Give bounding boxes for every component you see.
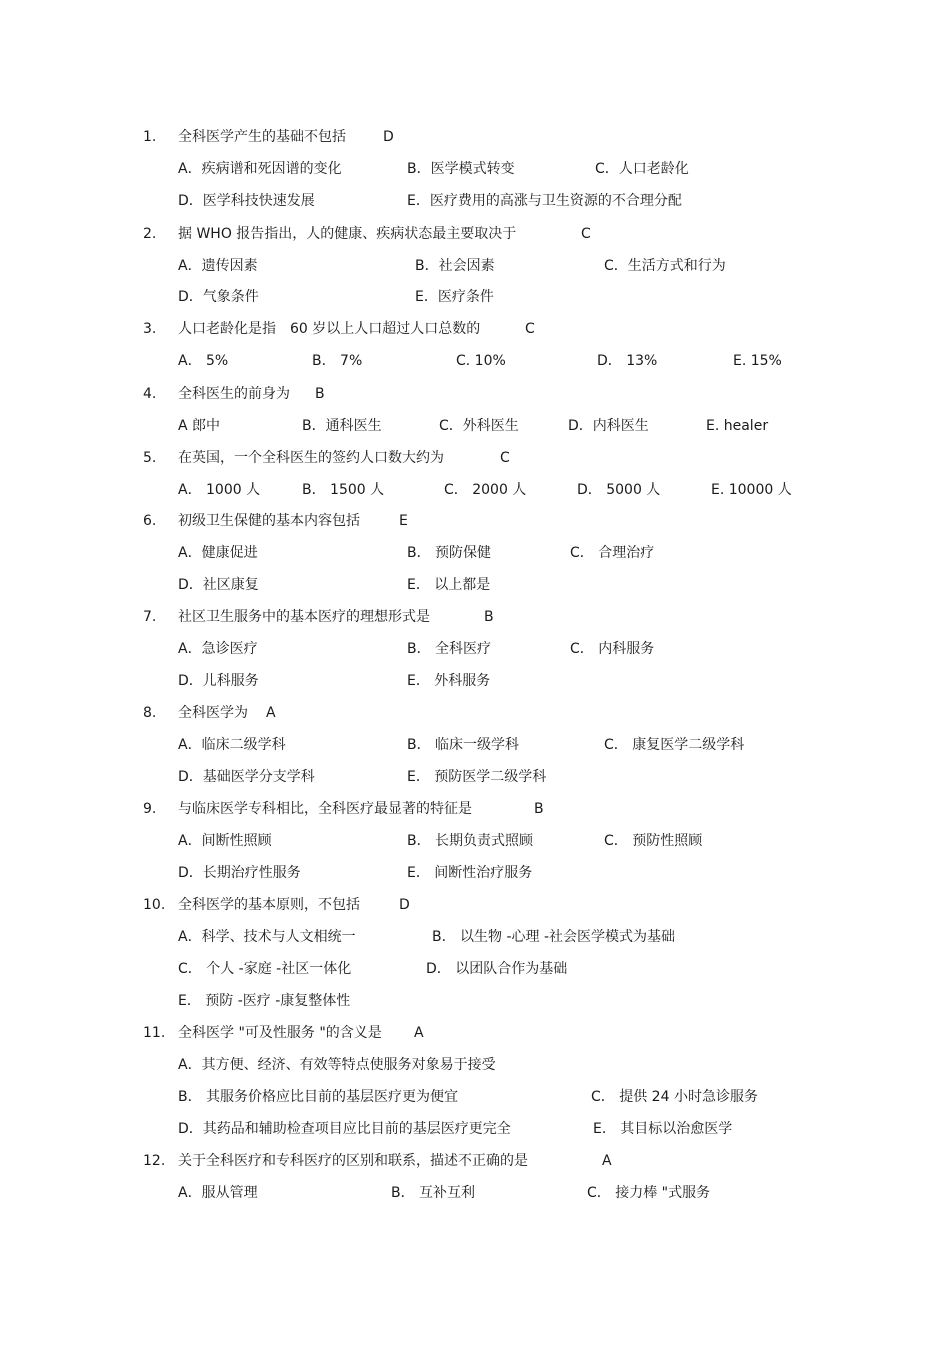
answer-key: B (315, 386, 325, 402)
answer-key: A (602, 1153, 612, 1169)
answer-key: B (484, 609, 494, 625)
answer-key: A (266, 705, 276, 721)
option-a: A．遗传因素 (178, 258, 258, 274)
answer-key: A (414, 1025, 424, 1041)
answer-key: C (500, 450, 510, 466)
option-e: E. 15% (733, 353, 782, 369)
option-a: A．其方便、经济、有效等特点使服务对象易于接受 (178, 1057, 496, 1073)
question-text: 初级卫生保健的基本内容包括 (178, 513, 360, 529)
question-number: 11. (143, 1025, 166, 1041)
option-b: B． 长期负责式照顾 (407, 833, 534, 849)
option-d: D．医学科技快速发展 (178, 193, 315, 209)
option-b: B． 互补互利 (391, 1185, 476, 1201)
option-c: C． 2000 人 (444, 482, 527, 498)
option-a: A．急诊医疗 (178, 641, 258, 657)
question-number: 3. (143, 321, 157, 337)
answer-key: C (581, 226, 591, 242)
option-a: A．临床二级学科 (178, 737, 286, 753)
option-e: E. 10000 人 (711, 482, 792, 498)
option-a: A．间断性照顾 (178, 833, 272, 849)
option-e: E． 以上都是 (407, 577, 491, 593)
question-text: 据 WHO 报告指出，人的健康、疾病状态最主要取决于 (178, 226, 517, 242)
option-c: C. 10% (456, 353, 506, 369)
answer-key: D (399, 897, 410, 913)
option-d: D．气象条件 (178, 289, 259, 305)
option-e: E． 间断性治疗服务 (407, 865, 533, 881)
option-d: D． 13% (597, 353, 658, 369)
option-e: E． 预防 -医疗 -康复整体性 (178, 993, 351, 1009)
question-text: 与临床医学专科相比，全科医疗最显著的特征是 (178, 801, 472, 817)
option-d: D．其药品和辅助检查项目应比目前的基层医疗更完全 (178, 1121, 511, 1137)
option-b: B． 预防保健 (407, 545, 492, 561)
option-b: B． 全科医疗 (407, 641, 492, 657)
option-a: A．健康促进 (178, 545, 258, 561)
option-b: B．医学模式转变 (407, 161, 515, 177)
question-text: 全科医学 "可及性服务 "的含义是 (178, 1025, 382, 1041)
option-b: B． 临床一级学科 (407, 737, 520, 753)
option-e: E. healer (706, 418, 769, 434)
option-d: D． 以团队合作为基础 (426, 961, 568, 977)
option-b: B． 7% (312, 353, 363, 369)
option-a: A． 1000 人 (178, 482, 261, 498)
question-text: 全科医学产生的基础不包括 (178, 129, 346, 145)
option-c: C． 预防性照顾 (604, 833, 703, 849)
option-a: A．疾病谱和死因谱的变化 (178, 161, 342, 177)
question-number: 4. (143, 386, 157, 402)
option-c: C．生活方式和行为 (604, 258, 726, 274)
option-d: D． 5000 人 (577, 482, 661, 498)
option-b: B． 以生物 -心理 -社会医学模式为基础 (432, 929, 676, 945)
option-c: C． 合理治疗 (570, 545, 655, 561)
question-text: 全科医生的前身为 (178, 386, 290, 402)
option-c: C． 接力棒 "式服务 (587, 1185, 711, 1201)
question-text: 在英国，一个全科医生的签约人口数大约为 (178, 450, 444, 466)
question-number: 5. (143, 450, 157, 466)
answer-key: B (534, 801, 544, 817)
question-text: 社区卫生服务中的基本医疗的理想形式是 (178, 609, 430, 625)
option-c: C． 内科服务 (570, 641, 655, 657)
answer-key: E (399, 513, 408, 529)
option-d: D．内科医生 (568, 418, 649, 434)
option-a: A 郎中 (178, 418, 221, 434)
option-c: C． 康复医学二级学科 (604, 737, 745, 753)
option-d: D．儿科服务 (178, 673, 259, 689)
question-number: 2. (143, 226, 157, 242)
option-e: E．医疗条件 (415, 289, 494, 305)
option-e: E．医疗费用的高涨与卫生资源的不合理分配 (407, 193, 682, 209)
option-d: D．长期治疗性服务 (178, 865, 301, 881)
question-number: 7. (143, 609, 157, 625)
question-number: 9. (143, 801, 157, 817)
question-text: 关于全科医疗和专科医疗的区别和联系，描述不正确的是 (178, 1153, 528, 1169)
option-e: E． 其目标以治愈医学 (593, 1121, 733, 1137)
option-e: E． 外科服务 (407, 673, 491, 689)
question-number: 6. (143, 513, 157, 529)
option-c: C．人口老龄化 (595, 161, 689, 177)
option-d: D．社区康复 (178, 577, 259, 593)
option-a: A． 5% (178, 353, 229, 369)
option-d: D．基础医学分支学科 (178, 769, 315, 785)
question-number: 10. (143, 897, 166, 913)
question-number: 12. (143, 1153, 166, 1169)
question-text: 全科医学为 (178, 705, 248, 721)
question-text: 全科医学的基本原则，不包括 (178, 897, 360, 913)
option-a: A．服从管理 (178, 1185, 258, 1201)
option-b: B．通科医生 (302, 418, 382, 434)
option-b: B．社会因素 (415, 258, 495, 274)
question-number: 8. (143, 705, 157, 721)
option-c: C．外科医生 (439, 418, 519, 434)
option-b: B． 1500 人 (302, 482, 385, 498)
option-c: C． 提供 24 小时急诊服务 (591, 1089, 758, 1105)
option-b: B． 其服务价格应比目前的基层医疗更为便宜 (178, 1089, 459, 1105)
option-c: C． 个人 -家庭 -社区一体化 (178, 961, 352, 977)
answer-key: D (383, 129, 394, 145)
question-number: 1. (143, 129, 157, 145)
option-e: E． 预防医学二级学科 (407, 769, 547, 785)
option-a: A．科学、技术与人文相统一 (178, 929, 356, 945)
answer-key: C (525, 321, 535, 337)
question-text: 人口老龄化是指 60 岁以上人口超过人口总数的 (178, 321, 481, 337)
